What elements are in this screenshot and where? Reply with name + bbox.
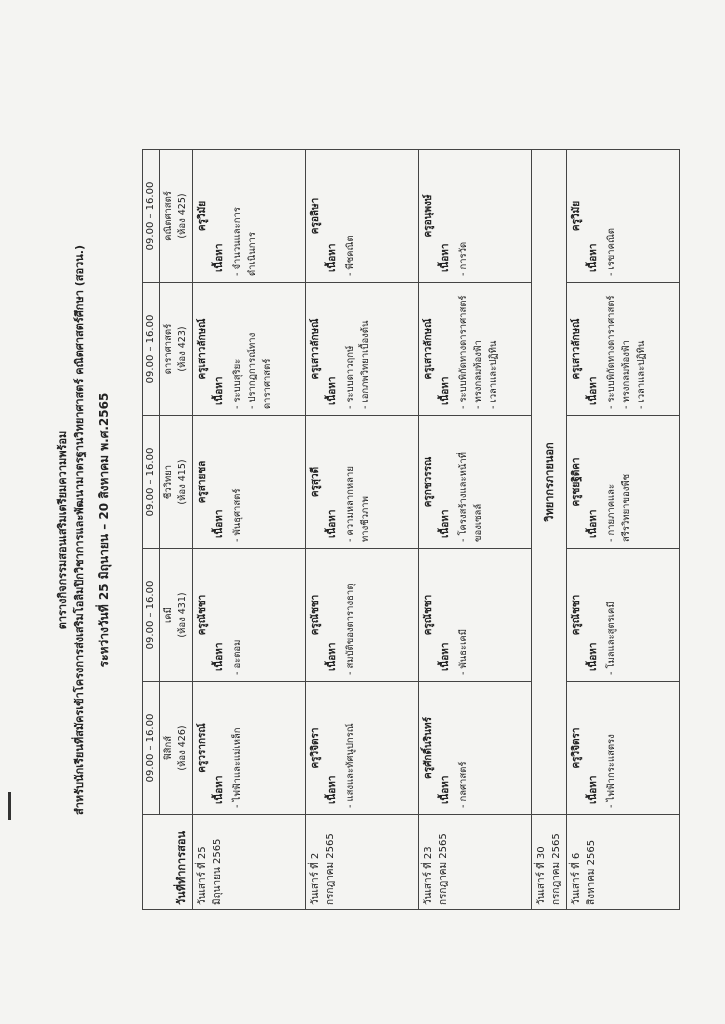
topic-item: - เวลาและปฏิทิน [488,340,499,409]
content-label: เนื้อหา [327,509,338,538]
topic-item: - โครงสร้างและหน้าที่ [458,452,469,542]
subject-room: (ห้อง 426) [177,725,188,771]
day-label: วันเสาร์ ที่ 2 [310,852,321,905]
schedule-row [193,150,306,910]
content-label: เนื้อหา [588,243,599,272]
class-cell [306,150,419,283]
class-cell [419,150,532,283]
content-label: เนื้อหา [588,775,599,804]
teacher-name: ครูเสาวลักษณ์ [310,318,321,380]
teacher-name: ครูวรากรณ์ [197,723,208,773]
topic-item: - พันธุศาสตร์ [232,488,243,542]
teacher-name: ครูวิมัย [197,200,208,232]
topic-item: - ไฟฟ้ากระแสตรง [606,734,617,808]
class-cell [193,283,306,416]
topic-item: - ทรงกลมท้องฟ้า [621,340,632,409]
topic-item: - อะตอม [232,639,243,675]
content-label: เนื้อหา [588,376,599,405]
day-cell [419,815,532,910]
subject-room: (ห้อง 431) [177,592,188,638]
content-label: เนื้อหา [588,642,599,671]
content-label: เนื้อหา [440,642,451,671]
time-header: 09.00 – 16.00 [143,150,160,283]
teacher-name: ครูชยฐิติคา [571,457,582,507]
topic-item: - ระบบดาวฤกษ์ [345,345,356,409]
schedule-row [419,150,532,910]
topic-item: - กายภาคและ [606,483,617,542]
topic-item: - ระบบสุริยะ [232,358,243,409]
teacher-name: ครูณัชชา [423,594,434,636]
teacher-name: ครูศักดิ์นรินทร์ [423,717,434,779]
day-label: วันเสาร์ ที่ 25 [197,846,208,905]
subject-name: ชีววิทยา [163,464,174,500]
day-date: มิถุนายน 2565 [212,838,223,905]
day-cell [532,815,567,910]
class-cell [306,416,419,549]
teacher-name: ครูวิจิตรา [310,727,321,769]
class-cell [306,549,419,682]
topic-item: - โมลและสูตรเคมี [606,601,617,675]
teacher-name: ครูกชวรรณ [423,456,434,508]
topic-item: - ระบบพิกัดทางดาราศาสตร์ [606,295,617,409]
topic-item: ดำเนินการ [247,232,258,276]
title-line-3: ระหว่างวันที่ 25 มิถุนายน – 20 สิงหาคม พ.ศ.2565 [97,392,111,668]
topic-item: - สมบัติของตารางธาตุ [345,583,356,675]
topic-item: - ความหลากหลาย [345,466,356,542]
content-label: เนื้อหา [214,642,225,671]
topic-item: - ปรากฏการณ์ทางดาราศาสตร์ [247,332,273,409]
teacher-name: ครูวิจิตรา [571,727,582,769]
subject-name: เคมี [163,607,174,623]
topic-item: - เอกภพวิทยาเบื้องต้น [360,320,371,409]
content-label: เนื้อหา [440,243,451,272]
class-cell [193,416,306,549]
day-label: วันเสาร์ ที่ 6 [571,852,582,905]
subject-header [160,682,193,815]
schedule-row-outside [532,150,567,910]
time-header: 09.00 – 16.00 [143,682,160,815]
topic-item: - แสงและทัศนูปกรณ์ [345,723,356,808]
document-titles [54,150,142,910]
content-label: เนื้อหา [327,376,338,405]
teacher-name: ครูอนุพงษ์ [423,194,434,238]
class-cell [306,283,419,416]
title-line-1: ตารางกิจกรรมสอนเสริมเตรียมความพร้อม [56,430,69,630]
content-label: เนื้อหา [327,775,338,804]
topic-item: - พีชคณิต [345,235,356,276]
topic-item: ทางชีวภาพ [360,496,371,542]
subject-room: (ห้อง 425) [177,193,188,239]
day-cell [306,815,419,910]
time-header: 09.00 – 16.00 [143,416,160,549]
schedule-row [567,150,680,910]
day-date: กรกฎาคม 2565 [438,833,449,905]
content-label: เนื้อหา [588,509,599,538]
class-cell [419,283,532,416]
topic-item: - จำนวนและการ [232,207,243,276]
class-cell [419,416,532,549]
day-date: สิงหาคม 2565 [586,839,597,905]
topic-item: - เรขาคณิต [606,228,617,276]
day-date: กรกฎาคม 2565 [325,833,336,905]
time-header: 09.00 – 16.00 [143,283,160,416]
content-label: เนื้อหา [214,775,225,804]
content-label: เนื้อหา [440,509,451,538]
content-label: เนื้อหา [440,775,451,804]
content-label: เนื้อหา [214,509,225,538]
class-cell [567,416,680,549]
teacher-name: ครูสุวดี [310,466,321,498]
content-label: เนื้อหา [327,642,338,671]
class-cell [193,549,306,682]
class-cell [567,682,680,815]
teacher-name: ครูสายชล [197,460,208,504]
topic-item: ของเซลล์ [473,503,484,542]
day-date: กรกฎาคม 2565 [551,833,562,905]
class-cell [567,549,680,682]
topic-item: - กลศาสตร์ [458,761,469,808]
time-header-row [143,150,160,910]
class-cell [567,150,680,283]
topic-item: - เวลาและปฏิทิน [636,340,647,409]
teacher-name: ครูณัชชา [310,594,321,636]
day-header: วันที่ทำการสอน [143,815,193,910]
topic-item: - พันธะเคมี [458,629,469,675]
subject-room: (ห้อง 415) [177,459,188,505]
class-cell [419,549,532,682]
topic-item: - ไฟฟ้าและแม่เหล็ก [232,727,243,808]
teacher-name: ครูณัชชา [197,594,208,636]
topic-item: - ทรงกลมท้องฟ้า [473,340,484,409]
topic-item: - การวัด [458,241,469,276]
topic-item: - ระบบพิกัดทางดาราศาสตร์ [458,295,469,409]
subject-header [160,283,193,416]
content-label: เนื้อหา [214,376,225,405]
outside-speaker-cell: วิทยากรภายนอก [532,150,567,815]
teacher-name: ครูวิมัย [571,200,582,232]
day-cell [193,815,306,910]
subject-name: ฟิสิกส์ [163,735,174,761]
class-cell [193,682,306,815]
day-label: วันเสาร์ ที่ 30 [536,846,547,905]
teacher-name: ครูเสาวลักษณ์ [423,318,434,380]
class-cell [193,150,306,283]
topic-item: สรีรวิทยาของพืช [621,473,632,542]
subject-room: (ห้อง 423) [177,326,188,372]
day-label: วันเสาร์ ที่ 23 [423,846,434,905]
class-cell [567,283,680,416]
page-edge-mark [8,792,11,820]
subject-name: คณิตศาสตร์ [163,191,174,241]
teacher-name: ครูณัชชา [571,594,582,636]
schedule-table [142,149,680,910]
subject-header [160,549,193,682]
content-label: เนื้อหา [214,243,225,272]
subject-header [160,416,193,549]
content-label: เนื้อหา [327,243,338,272]
rotated-document [54,150,694,910]
teacher-name: ครูเสาวลักษณ์ [571,318,582,380]
teacher-name: ครูอลิษา [310,197,321,235]
class-cell [419,682,532,815]
content-label: เนื้อหา [440,376,451,405]
subject-header [160,150,193,283]
subject-name: ดาราศาสตร์ [163,323,174,375]
teacher-name: ครูเสาวลักษณ์ [197,318,208,380]
title-line-2: สำหรับนักเรียนที่สมัครเข้าโครงการส่งเสริมโอลิมปิกวิชาการและพัฒนามาตรฐานวิทยาศาสตร์ คณิตศาสตร์ศึกษา (สอวน.) [73,245,86,815]
schedule-row [306,150,419,910]
day-cell [567,815,680,910]
time-header: 09.00 – 16.00 [143,549,160,682]
subject-header-row [160,150,193,910]
class-cell [306,682,419,815]
